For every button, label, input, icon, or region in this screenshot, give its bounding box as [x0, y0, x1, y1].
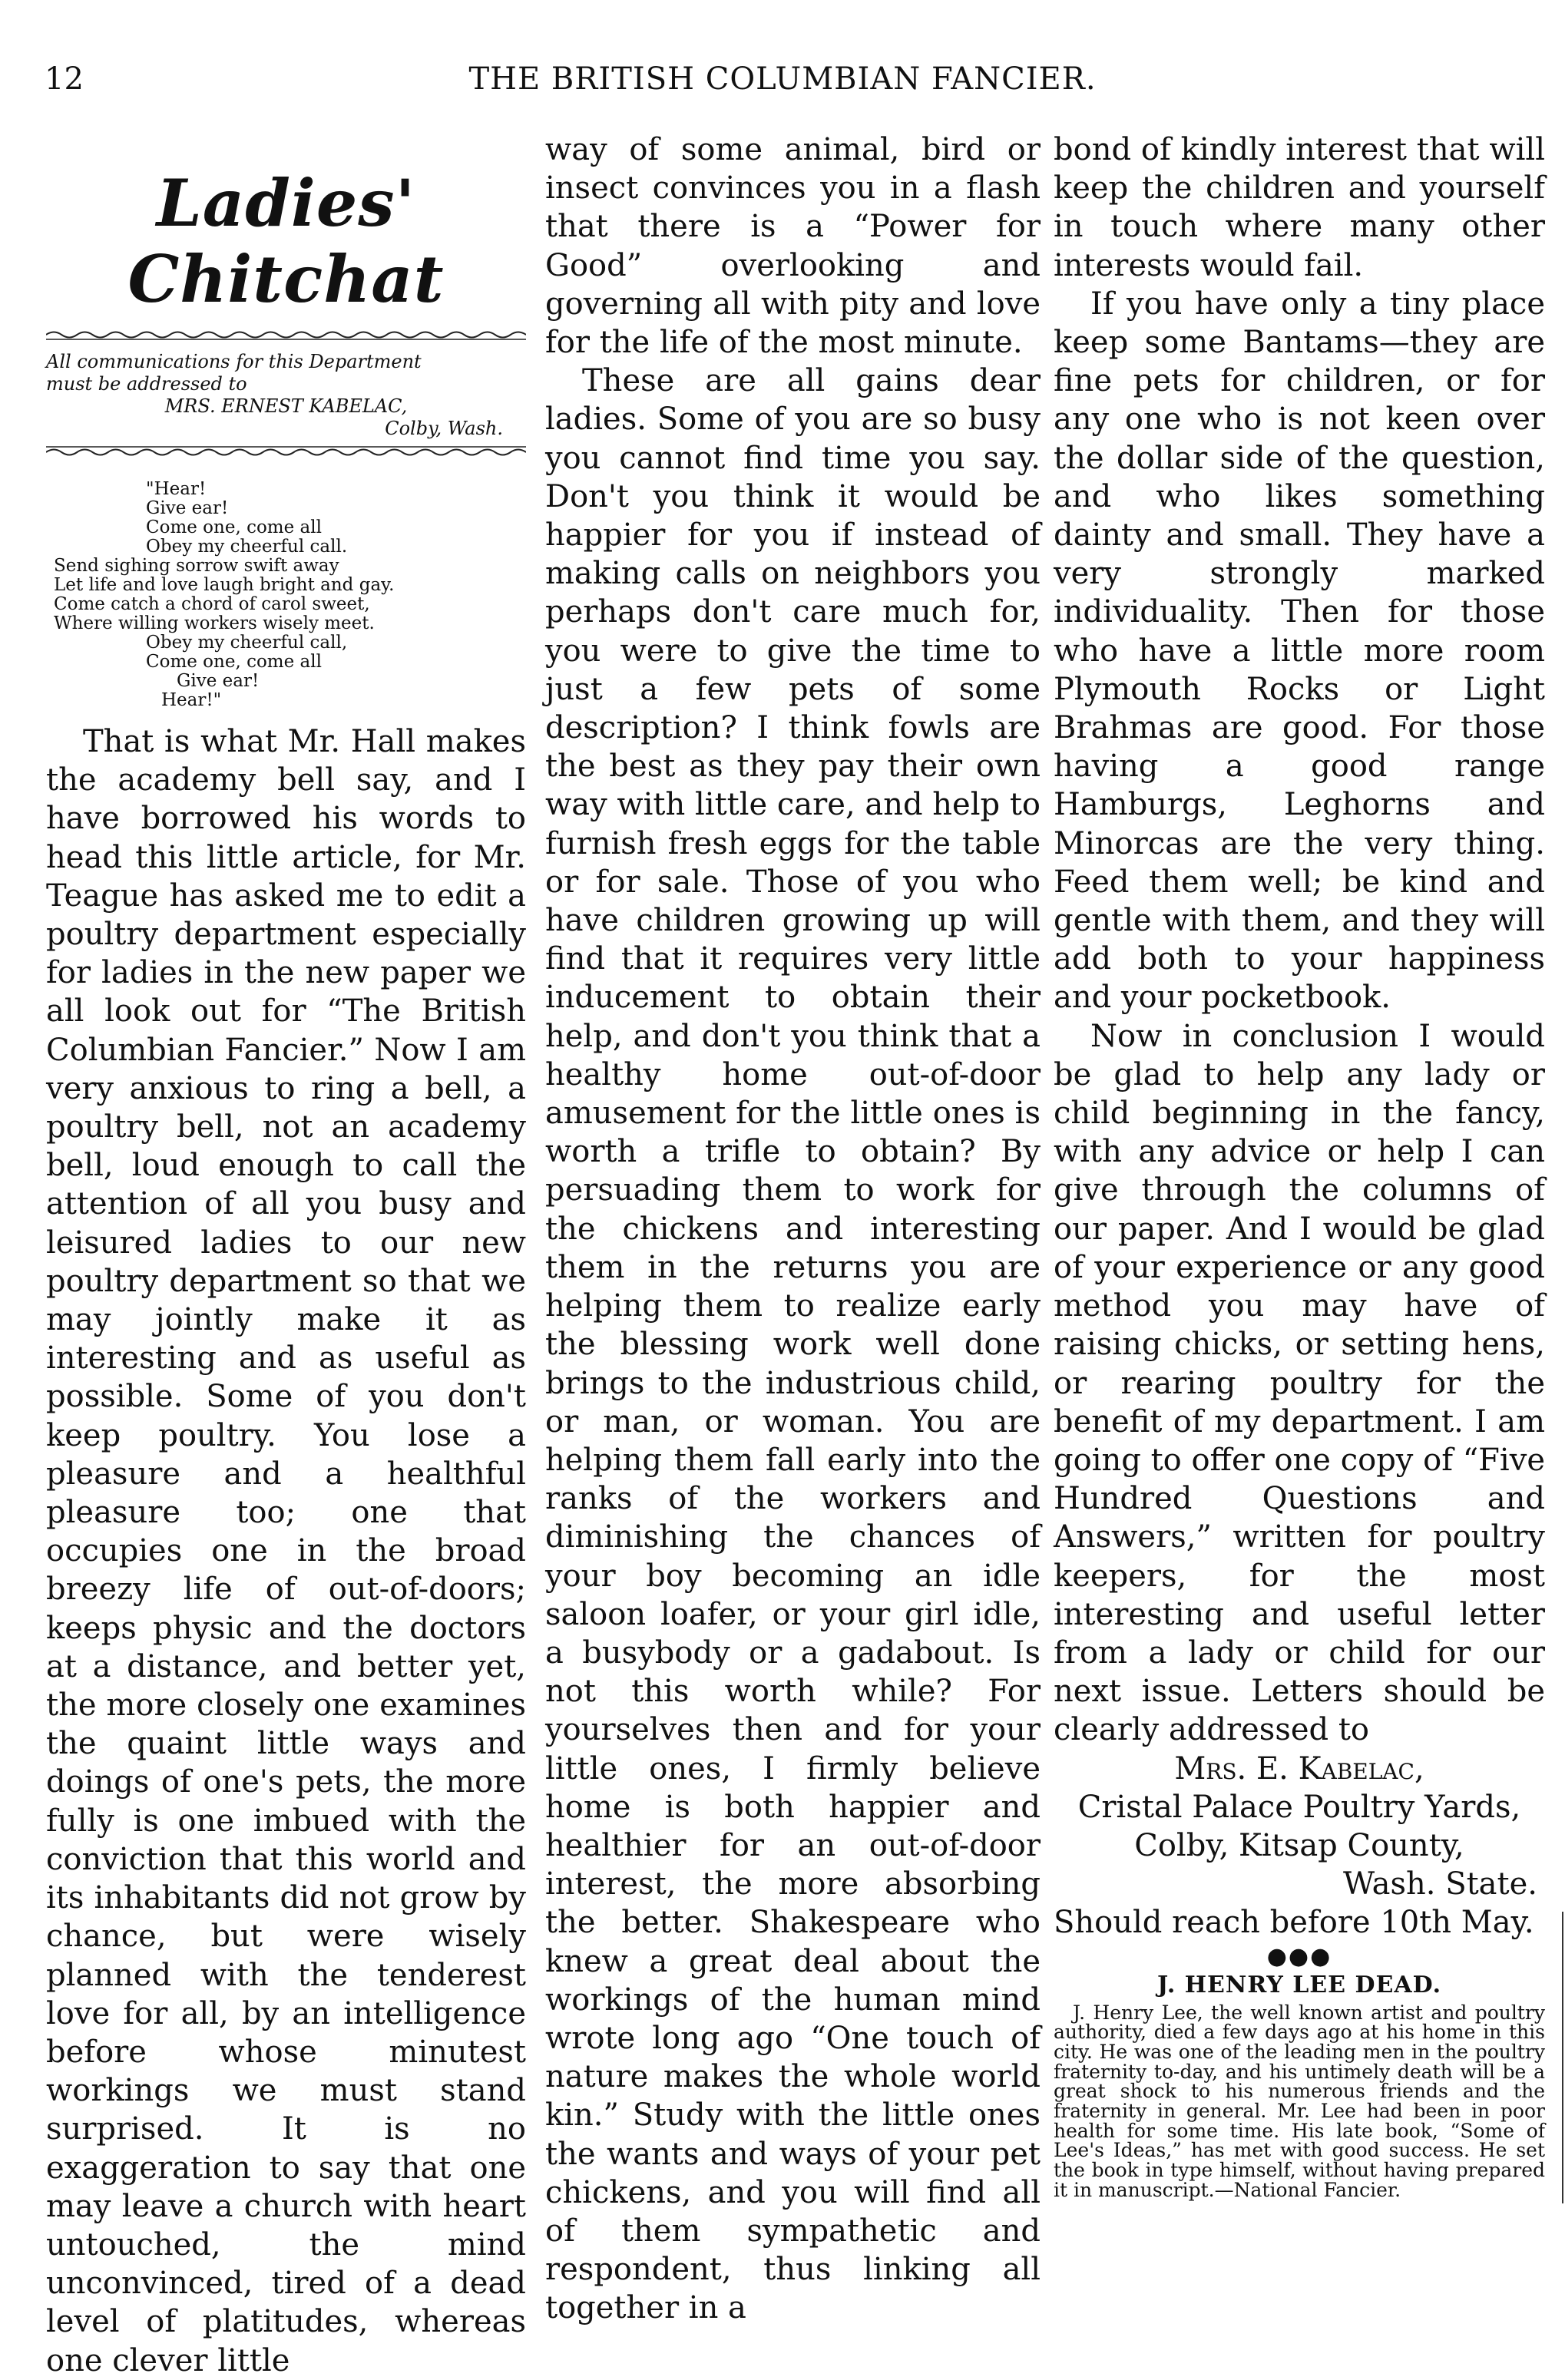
- poem-line: Send sighing sorrow swift away: [54, 556, 339, 576]
- page-edge-rule: [1562, 1912, 1563, 2203]
- article-paragraph: That is what Mr. Hall makes the academy bell say, and I have borrowed his words to head this little article, for Mr. Teague has asked me to edit a poultry department especially for ladies in the new paper we all look out for “The British Columbian Fancier.” Now I am very anxious to ring a bell, a poultry bell, not an academy bell, loud enough to call the attention of all you busy and leisured ladies to our new poultry department so that we may jointly make it as interesting and as useful as possible. Some of you don't keep poultry. You lose a pleasure and a healthful pleasure too; one that occupies one in the broad breezy life of out-of-doors; keeps physic and the doctors at a distance, and better yet, the more closely one examines the quaint little ways and doings of one's pets, the more fully is one imbued with the conviction that this world and its inhabitants did not grow by chance, but were wisely planned with the tenderest love for all, by an intelligence before whose minutest workings we must stand surprised. It is no exaggeration to say that one may leave a church with heart untouched, the mind unconvinced, tired of a dead level of platitudes, whereas one clever little: [46, 724, 526, 2378]
- poem-line: Come catch a chord of carol sweet,: [54, 594, 370, 614]
- article-paragraph: If you have only a tiny place keep some Bantams—they are fine pets for children, or for any one who is not keen over the dollar side of the question, and who likes something dainty and small. They have a very strongly marked individuality. Then for those who have a little more room Plymouth Rocks or Light Brahmas are good. For those having a good range Hamburgs, Leghorns and Minorcas are the very thing. Feed them well; be kind and gentle with them, and they will add both to your happiness and your pocketbook.: [1054, 286, 1545, 1016]
- address-line: Wash. State.: [1343, 1866, 1537, 1902]
- column-3: [1054, 131, 1545, 2200]
- poem-line: Obey my cheerful call,: [146, 633, 348, 653]
- obituary-body: J. Henry Lee, the well known artist and poultry authority, died a few days ago at his home in this city. He was one of the leading men in the poultry fraternity to-day, and his untimely death will be a great shock to his numerous friends and the fraternity in general. Mr. Lee had been in poor health for some time. His late book, “Some of Lee's Ideas,” has met with good success. He set the book in type himself, without having prepared it in manuscript.—National Fancier.: [1054, 2001, 1545, 2201]
- poem-line: Give ear!: [177, 671, 260, 691]
- mailing-address: [1054, 1750, 1545, 1942]
- wavy-rule-top: [46, 328, 526, 342]
- note-line-2: must be addressed to: [46, 373, 247, 395]
- obituary-title: J. HENRY LEE DEAD.: [1156, 1971, 1442, 1998]
- note-line-1: All communications for this Department: [46, 351, 422, 372]
- note-city: Colby, Wash.: [385, 418, 503, 439]
- address-line: Colby, Kitsap County,: [1134, 1827, 1464, 1863]
- department-note: [46, 351, 526, 440]
- poem-line: Come one, come all: [146, 517, 322, 537]
- article-paragraph: bond of kindly interest that will keep the children and yourself in touch where many other interests would fail.: [1054, 132, 1545, 283]
- poem-line: Give ear!: [146, 498, 229, 518]
- column-1: [46, 157, 526, 2380]
- department-title: Ladies' Chitchat: [127, 165, 445, 317]
- article-paragraph: way of some animal, bird or insect convinces you in a flash that there is a “Power for Good” overlooking and governing all with pity and love for the life of the most minute.: [545, 132, 1041, 361]
- poem-line: Let life and love laugh bright and gay.: [54, 575, 395, 595]
- poem-line: Obey my cheerful call.: [146, 537, 348, 557]
- poem: [46, 480, 526, 710]
- obituary: [1054, 2003, 1545, 2200]
- address-name: Mrs. E. Kabelac,: [1174, 1750, 1424, 1787]
- note-name: MRS. ERNEST KABELAC,: [164, 395, 408, 417]
- poem-line: Come one, come all: [146, 652, 322, 672]
- running-title: THE BRITISH COLUMBIAN FANCIER.: [468, 61, 1097, 97]
- article-paragraph: These are all gains dear ladies. Some of you are so busy you cannot find time you say. Don't you think it would be happier for you if instead of making calls on neighbors you perhaps don't care much for, you were to give the time to just a few pets of some description? I think fowls are the best as they pay their own way with little care, and help to furnish fresh eggs for the table or for sale. Those of you who have children growing up will find that it requires very little inducement to obtain their help, and don't you think that a healthy home out-of-door amusement for the little ones is worth a trifle to obtain? By persuading them to work for the chickens and interesting them in the returns you are helping them to realize early the blessing work well done brings to the industrious child, or man, or woman. You are helping them fall early into the ranks of the workers and diminishing the chances of your boy becoming an idle saloon loafer, or your girl idle, a busybody or a gadabout. Is not this worth while? For yourselves then and for your little ones, I firmly believe home is both happier and healthier for an out-of-door interest, the more absorbing the better. Shakespeare who knew a great deal about the workings of the human mind wrote long ago “One touch of nature makes the whole world kin.” Study with the little ones the wants and ways of your pet chickens, and you will find all of them sympathetic and respondent, thus linking all together in a: [545, 363, 1041, 2326]
- section-separator: ●●●: [1266, 1942, 1332, 1970]
- article-paragraph: Now in conclusion I would be glad to help any lady or child beginning in the fancy, with any advice or help I can give through the columns of our paper. And I would be glad of your experience or any good method you may have of raising chicks, or setting hens, or rearing poultry for the benefit of my department. I am going to offer one copy of “Five Hundred Questions and Answers,” written for poultry keepers, for the most interesting and useful letter from a lady or child for our next issue. Letters should be clearly addressed to: [1054, 1018, 1545, 1748]
- column-2: [545, 131, 1041, 2328]
- poem-line: "Hear!: [146, 479, 207, 499]
- page-number: 12: [45, 61, 84, 97]
- address-line: Cristal Palace Poultry Yards,: [1077, 1789, 1521, 1825]
- poem-line: Hear!": [161, 690, 222, 710]
- deadline-note: Should reach before 10th May.: [1054, 1905, 1534, 1941]
- wavy-rule-bottom: [46, 445, 526, 458]
- poem-line: Where willing workers wisely meet.: [54, 613, 375, 633]
